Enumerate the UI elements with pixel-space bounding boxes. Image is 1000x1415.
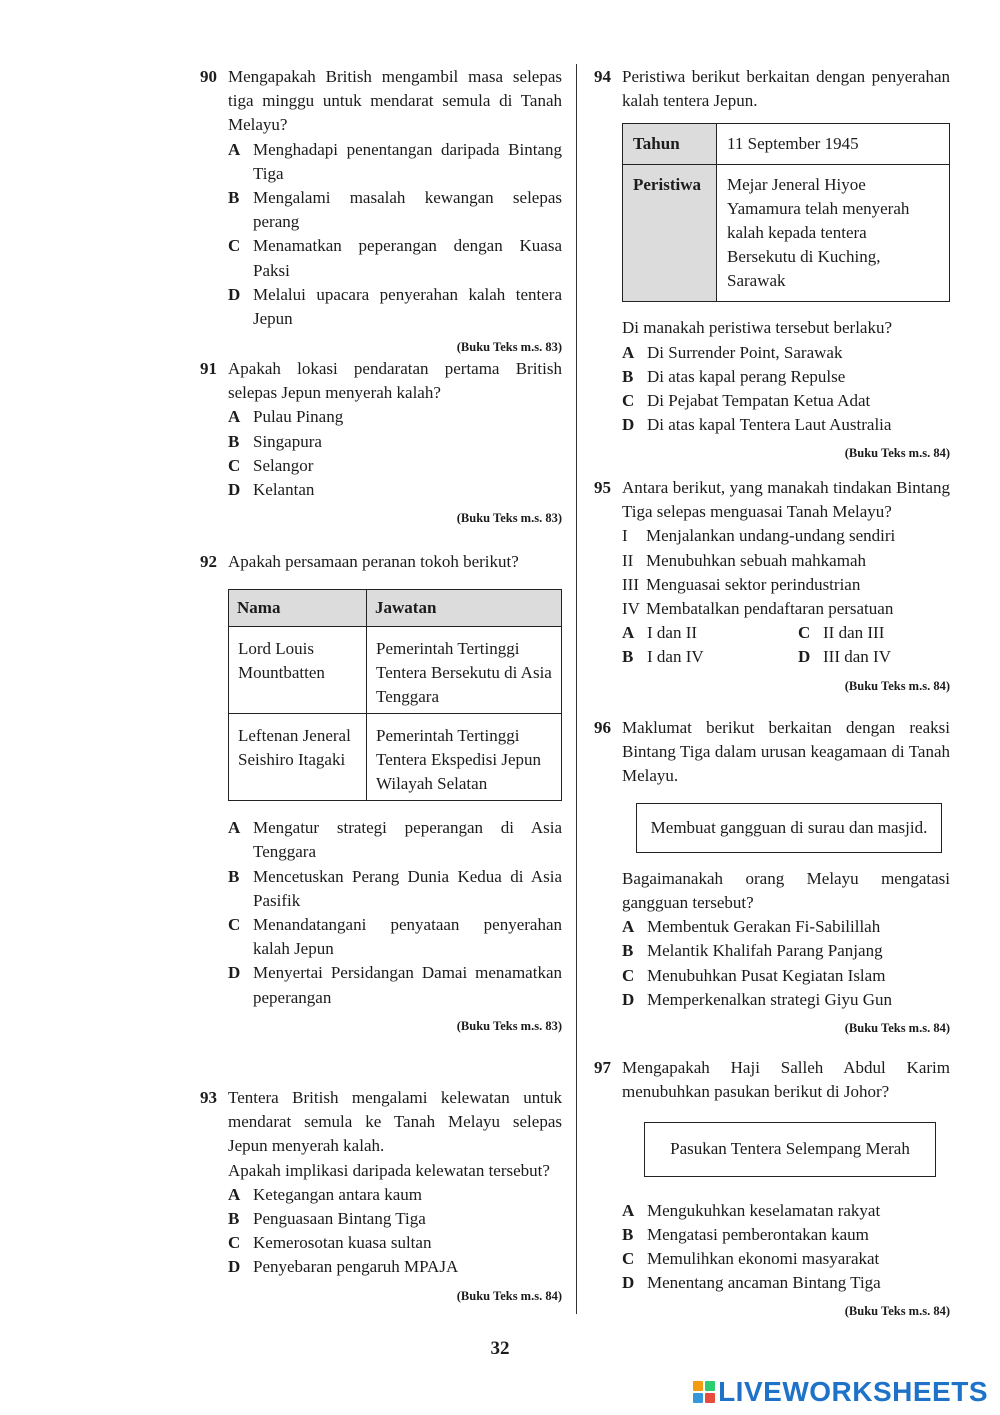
question-number: 91 [200,359,217,378]
option-d[interactable]: D Menyertai Persidangan Damai menamatkan peperangan [228,963,562,1007]
option-d[interactable]: D Memperkenalkan strategi Giyu Gun [622,989,893,1009]
liveworksheets-logo[interactable] [693,1376,988,1408]
table-cell: 11 September 1945 [717,124,950,165]
event-table [622,123,950,302]
table-header: Tahun [623,124,717,165]
options-list [228,816,562,1010]
option-a[interactable]: A Pulau Pinang [228,407,344,427]
question-prompt: Di manakah peristiwa tersebut berlaku? [622,318,893,338]
option-d[interactable]: D Menentang ancaman Bintang Tiga [622,1273,881,1293]
grid-square [693,1393,703,1403]
option-d[interactable]: D Kelantan [228,480,315,500]
column-divider [576,64,577,1314]
source-reference: (Buku Teks m.s. 84) [844,1021,950,1036]
question-prompt: Apakah implikasi daripada kelewatan tersebut? [228,1160,550,1180]
options-list [228,1183,562,1280]
table-row [623,124,950,165]
info-box: Pasukan Tentera Selempang Merah [644,1122,936,1176]
personalities-table [228,589,562,801]
table-header: Nama [229,590,367,627]
option-a[interactable]: A Di Surrender Point, Sarawak [622,342,843,362]
question-number: 96 [594,718,611,737]
question-prompt: Bagaimanakah orang Melayu mengatasi gangguan tersebut? [622,868,950,913]
question-number: 90 [200,67,217,86]
question-90 [200,65,562,359]
question-stem: Antara berikut, yang manakah tindakan Bintang Tiga selepas menguasai Tanah Melayu? [622,478,950,522]
question-stem: Apakah persamaan peranan tokoh berikut? [228,552,519,571]
grid-square [693,1381,703,1391]
question-stem: Apakah lokasi pendaratan pertama British selepas Jepun menyerah kalah? [228,359,562,403]
option-b[interactable]: B Mengalami masalah kewangan selepas perang [228,188,562,232]
option-b[interactable]: B Melantik Khalifah Parang Panjang [622,941,883,961]
option-b[interactable]: B Mencetuskan Perang Dunia Kedua di Asia Pasifik [228,866,562,910]
option-b[interactable]: B Singapura [228,431,322,451]
table-cell: Lord Louis Mountbatten [229,627,367,714]
options-list [622,341,950,438]
table-wrapper [228,589,562,801]
option-a[interactable]: A Membentuk Gerakan Fi-Sabilillah [622,917,881,937]
option-d[interactable]: D III dan IV [798,647,891,667]
option-c[interactable]: C Di Pejabat Tempatan Ketua Adat [622,391,871,411]
option-b[interactable]: B I dan IV [622,647,704,667]
option-a[interactable]: A I dan II [622,623,698,643]
statement-item: IV Membatalkan pendaftaran persatuan [622,599,894,619]
source-reference: (Buku Teks m.s. 83) [456,511,562,526]
source-reference: (Buku Teks m.s. 84) [844,678,950,693]
question-92 [200,550,562,1038]
option-b[interactable]: B Di atas kapal perang Repulse [622,366,846,386]
table-cell: Leftenan Jeneral Seishiro Itagaki [229,714,367,801]
statement-item: I Menjalankan undang-undang sendiri [622,526,896,546]
source-reference: (Buku Teks m.s. 83) [456,340,562,355]
question-stem: Tentera British mengalami kelewatan untuk mendarat semula ke Tanah Melayu selepas Jepun menyerah kalah. [228,1088,562,1156]
source-reference: (Buku Teks m.s. 84) [844,446,950,461]
option-a[interactable]: A Mengukuhkan keselamatan rakyat [622,1200,881,1220]
option-c[interactable]: C Memulihkan ekonomi masyarakat [622,1249,880,1269]
option-b[interactable]: B Penguasaan Bintang Tiga [228,1209,426,1229]
statements-list [622,524,950,621]
info-box: Membuat gangguan di surau dan masjid. [636,803,942,853]
option-c[interactable]: C Menandatangani penyataan penyerahan kalah Jepun [228,915,562,959]
question-93 [200,1086,562,1308]
option-a[interactable]: A Ketegangan antara kaum [228,1184,422,1204]
question-97 [594,1056,950,1324]
option-a[interactable]: A Menghadapi penentangan daripada Bintang Tiga [228,139,562,183]
question-number: 95 [594,478,611,497]
question-96 [594,716,950,1040]
question-number: 94 [594,67,611,86]
option-d[interactable]: D Penyebaran pengaruh MPAJA [228,1257,459,1277]
option-c[interactable]: C Selangor [228,455,314,475]
option-c[interactable]: C II dan III [798,623,885,643]
options-list [228,138,562,332]
question-number: 93 [200,1088,217,1107]
question-number: 92 [200,552,217,571]
question-stem: Maklumat berikut berkaitan dengan reaksi Bintang Tiga dalam urusan keagamaan di Tanah Melayu. [622,718,950,786]
table-cell: Pemerintah Tertinggi Tentera Ekspedisi Jepun Wilayah Selatan [367,714,562,801]
table-row [229,627,562,714]
question-stem: Peristiwa berikut berkaitan dengan penyerahan kalah tentera Jepun. [622,67,950,111]
table-header: Jawatan [367,590,562,627]
grid-square [705,1381,715,1391]
question-stem: Mengapakah British mengambil masa selepas tiga minggu untuk mendarat semula di Tanah Melayu? [228,67,562,135]
option-d[interactable]: D Di atas kapal Tentera Laut Australia [622,415,892,435]
options-list [622,915,950,1012]
source-reference: (Buku Teks m.s. 83) [456,1018,562,1033]
grid-icon [693,1381,715,1403]
option-d[interactable]: D Melalui upacara penyerahan kalah tentera Jepun [228,284,562,329]
options-list [622,1199,950,1296]
options-list [228,405,562,502]
brand-name: LIVEWORKSHEETS [718,1376,988,1407]
table-wrapper [622,123,950,302]
question-number: 97 [594,1058,611,1077]
question-94 [594,65,950,466]
question-stem: Mengapakah Haji Salleh Abdul Karim menubuhkan pasukan berikut di Johor? [622,1058,950,1102]
option-c[interactable]: C Menubuhkan Pusat Kegiatan Islam [622,965,886,985]
table-cell: Pemerintah Tertinggi Tentera Bersekutu di Asia Tenggara [367,627,562,714]
statement-item: II Menubuhkan sebuah mahkamah [622,550,866,570]
options-grid [622,621,950,669]
question-95 [594,476,950,698]
question-91 [200,357,562,530]
statement-item: III Menguasai sektor perindustrian [622,574,861,594]
option-c[interactable]: C Menamatkan peperangan dengan Kuasa Paksi [228,236,562,280]
page-number: 32 [490,1338,510,1359]
source-reference: (Buku Teks m.s. 84) [456,1288,562,1303]
option-c[interactable]: C Kemerosotan kuasa sultan [228,1233,432,1253]
table-header: Peristiwa [623,165,717,302]
option-b[interactable]: B Mengatasi pemberontakan kaum [622,1224,869,1244]
grid-square [705,1393,715,1403]
table-header-row [229,590,562,627]
table-row [229,714,562,801]
table-cell: Mejar Jeneral Hiyoe Yamamura telah menyerah kalah kepada tentera Bersekutu di Kuching, Sarawak [717,165,950,302]
option-a[interactable]: A Mengatur strategi peperangan di Asia Tenggara [228,818,562,862]
table-row [623,165,950,302]
source-reference: (Buku Teks m.s. 84) [844,1304,950,1319]
